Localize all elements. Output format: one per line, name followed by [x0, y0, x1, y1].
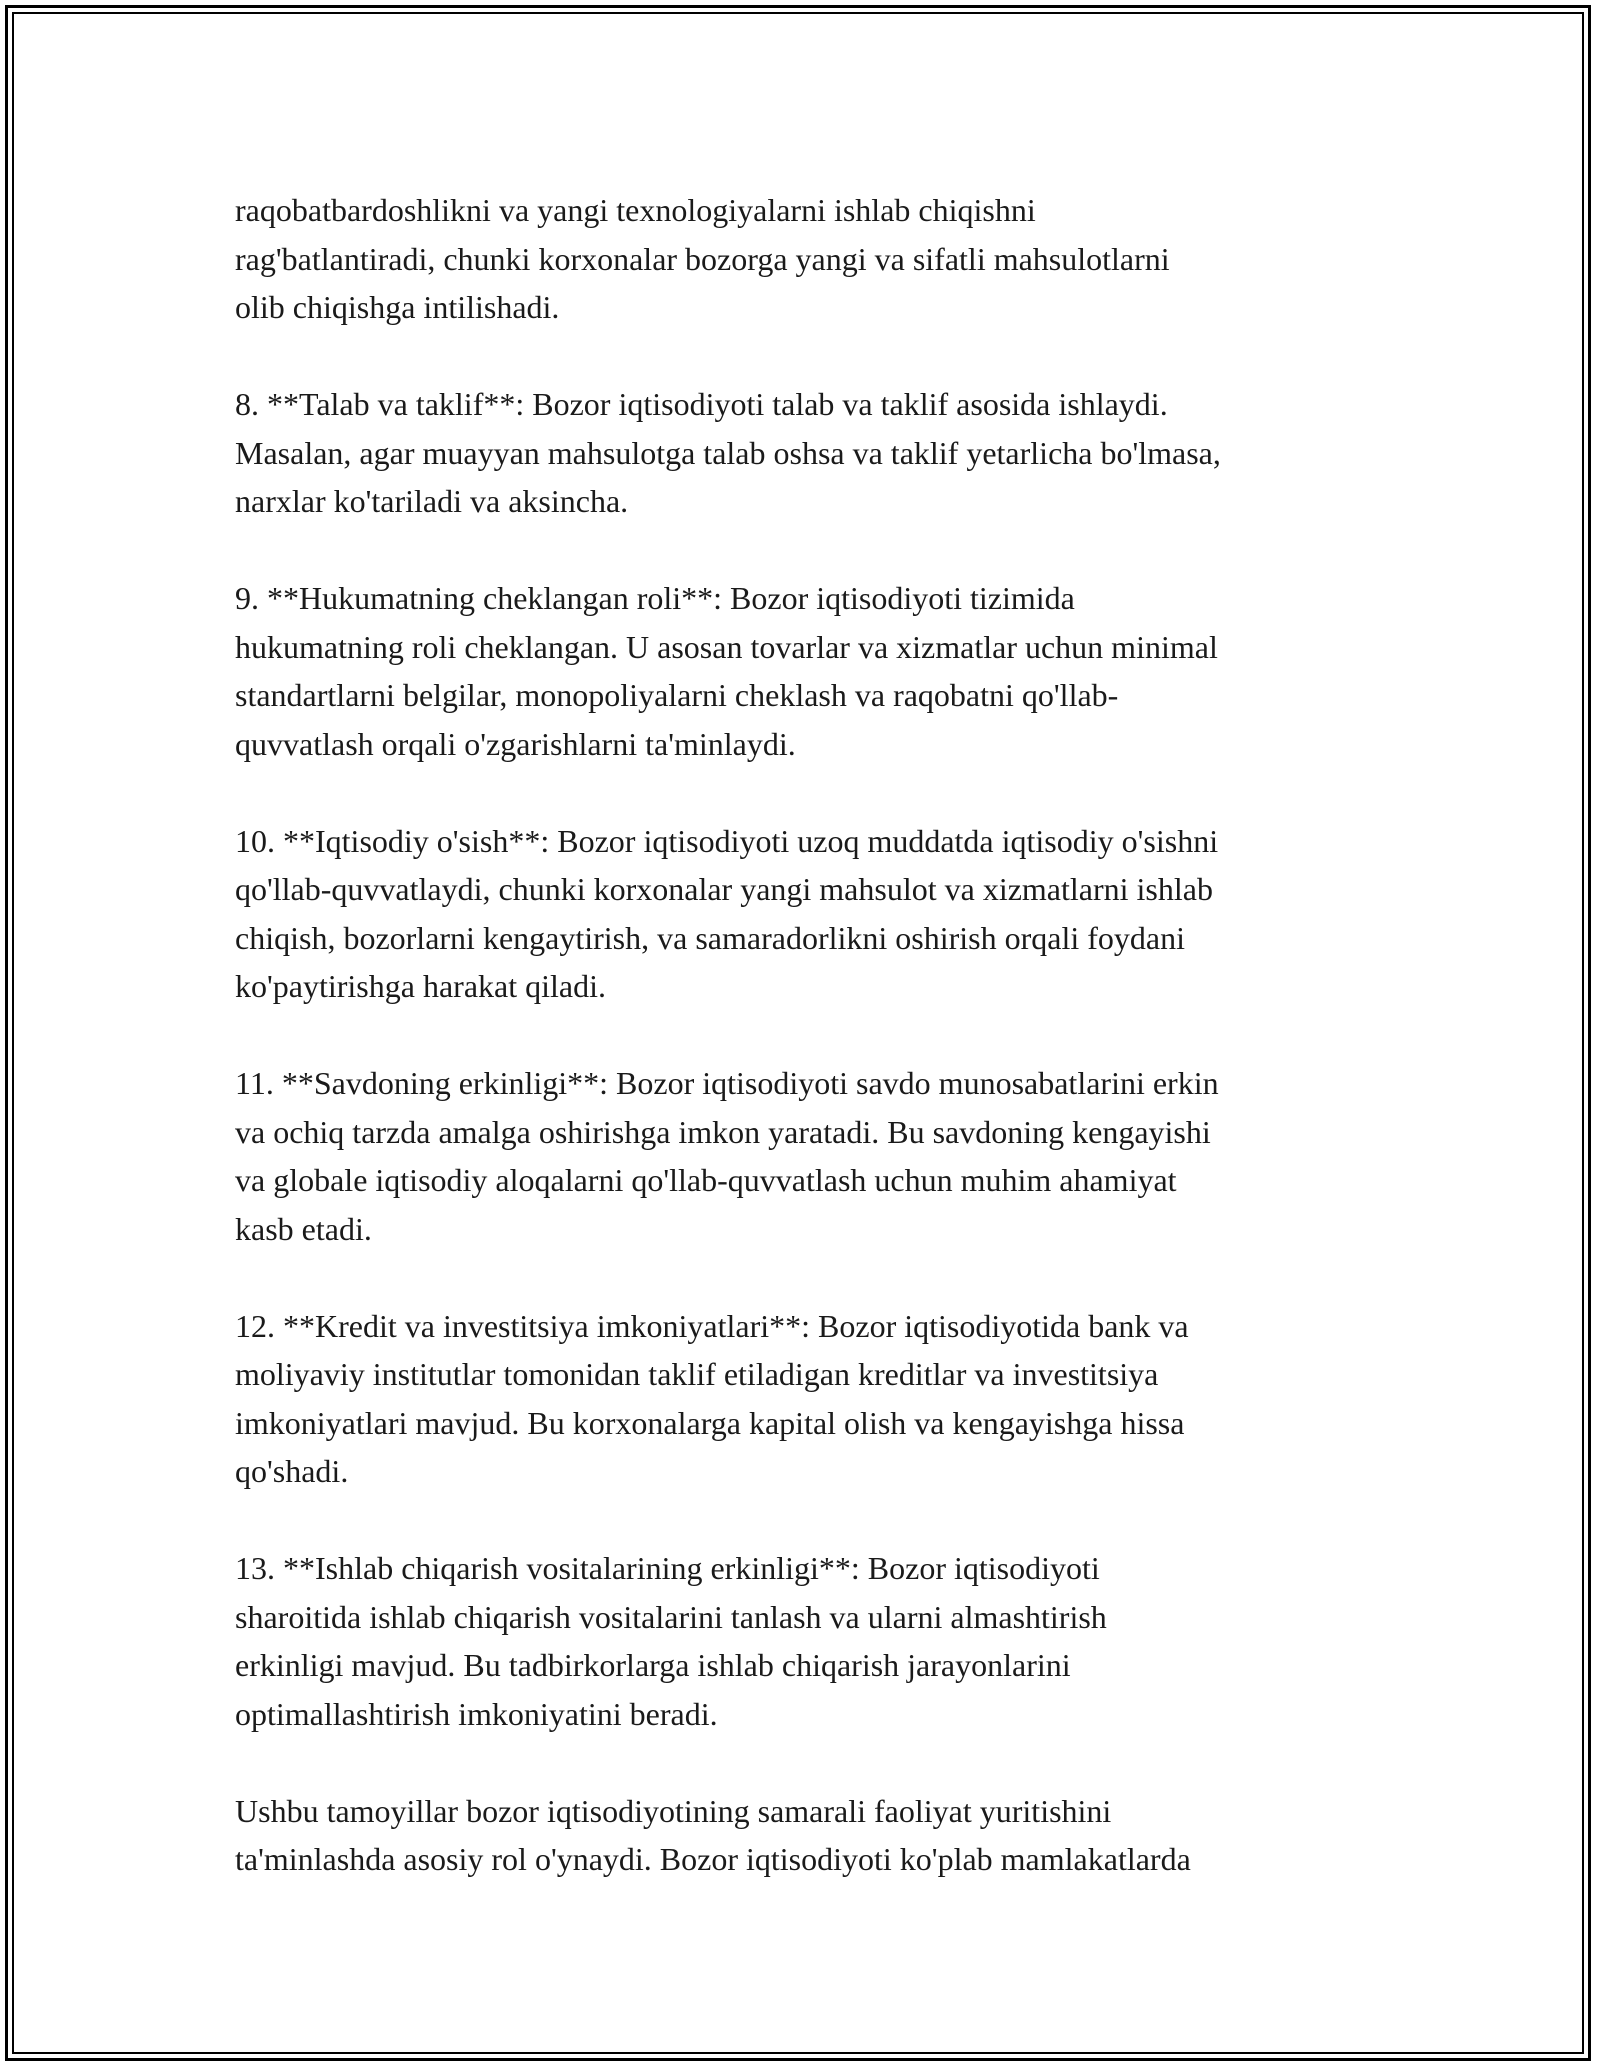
- text-line: 12. **Kredit va investitsiya imkoniyatlari**: Bozor iqtisodiyotida bank va: [235, 1307, 1189, 1344]
- paragraph-item-12: [235, 1302, 1380, 1496]
- paragraph-item-11: [235, 1059, 1380, 1253]
- paragraph-item-10: [235, 817, 1380, 1011]
- text-line: imkoniyatlari mavjud. Bu korxonalarga kapital olish va kengayishga hissa: [235, 1404, 1185, 1441]
- document-body: [235, 186, 1380, 1932]
- paragraph-item-9: [235, 574, 1380, 768]
- paragraph-conclusion: [235, 1787, 1380, 1884]
- text-line: moliyaviy institutlar tomonidan taklif etiladigan kreditlar va investitsiya: [235, 1356, 1159, 1392]
- text-line: narxlar ko'tariladi va aksincha.: [235, 483, 629, 519]
- text-line: optimallashtirish imkoniyatini beradi.: [235, 1695, 718, 1732]
- text-line: 10. **Iqtisodiy o'sish**: Bozor iqtisodiyoti uzoq muddatda iqtisodiy o'sishni: [235, 822, 1219, 859]
- text-line: standartlarni belgilar, monopoliyalarni cheklash va raqobatni qo'llab-: [235, 677, 1119, 713]
- paragraph-item-13: [235, 1544, 1380, 1738]
- text-line: 13. **Ishlab chiqarish vositalarining erkinligi**: Bozor iqtisodiyoti: [235, 1550, 1100, 1586]
- text-line: 11. **Savdoning erkinligi**: Bozor iqtisodiyoti savdo munosabatlarini erkin: [235, 1065, 1219, 1101]
- text-line: quvvatlash orqali o'zgarishlarni ta'minlaydi.: [235, 725, 796, 762]
- text-line: qo'llab-quvvatlaydi, chunki korxonalar yangi mahsulot va xizmatlarni ishlab: [235, 871, 1213, 907]
- text-line: 8. **Talab va taklif**: Bozor iqtisodiyoti talab va taklif asosida ishlaydi.: [235, 386, 1168, 422]
- text-line: qo'shadi.: [235, 1453, 349, 1489]
- text-line: Masalan, agar muayyan mahsulotga talab oshsa va taklif yetarlicha bo'lmasa,: [235, 434, 1221, 471]
- text-line: hukumatning roli cheklangan. U asosan tovarlar va xizmatlar uchun minimal: [235, 628, 1218, 665]
- text-line: sharoitida ishlab chiqarish vositalarini tanlash va ularni almashtirish: [235, 1598, 1107, 1635]
- text-line: va globale iqtisodiy aloqalarni qo'llab-quvvatlash uchun muhim ahamiyat: [235, 1162, 1177, 1198]
- text-line: erkinligi mavjud. Bu tadbirkorlarga ishlab chiqarish jarayonlarini: [235, 1647, 1071, 1683]
- text-line: kasb etadi.: [235, 1210, 372, 1247]
- text-line: ta'minlashda asosiy rol o'ynaydi. Bozor iqtisodiyoti ko'plab mamlakatlarda: [235, 1841, 1191, 1877]
- text-line: chiqish, bozorlarni kengaytirish, va samaradorlikni oshirish orqali foydani: [235, 919, 1185, 956]
- text-line: va ochiq tarzda amalga oshirishga imkon yaratadi. Bu savdoning kengayishi: [235, 1113, 1211, 1150]
- text-line: olib chiqishga intilishadi.: [235, 289, 560, 325]
- text-line: raqobatbardoshlikni va yangi texnologiyalarni ishlab chiqishni: [235, 192, 1036, 228]
- text-line: 9. **Hukumatning cheklangan roli**: Bozor iqtisodiyoti tizimida: [235, 580, 1075, 616]
- text-line: rag'batlantiradi, chunki korxonalar bozorga yangi va sifatli mahsulotlarni: [235, 240, 1170, 277]
- paragraph-item-8: [235, 380, 1380, 526]
- paragraph-continuation: [235, 186, 1380, 332]
- text-line: Ushbu tamoyillar bozor iqtisodiyotining samarali faoliyat yuritishini: [235, 1792, 1112, 1829]
- text-line: ko'paytirishga harakat qiladi.: [235, 968, 606, 1004]
